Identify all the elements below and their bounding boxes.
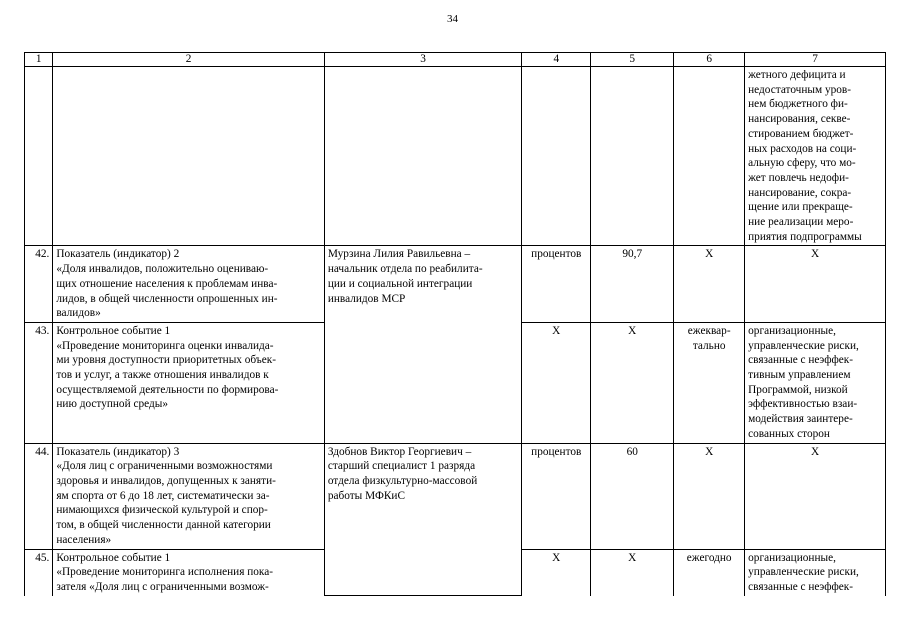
text-line: «Проведение мониторинга исполнения пока- bbox=[56, 566, 274, 579]
row-number: 44. bbox=[25, 443, 53, 549]
period-cell bbox=[674, 443, 745, 549]
text-line: тов и услуг, а также отношения инвалидов к bbox=[56, 369, 269, 382]
text-line: нансирования, секве- bbox=[748, 113, 851, 126]
text-line: ми уровня доступности приоритетных объек- bbox=[56, 354, 276, 367]
text-line: ежеквар- bbox=[687, 324, 731, 337]
text-line: Х bbox=[810, 445, 820, 458]
text-line: начальник отдела по реабилита- bbox=[327, 263, 483, 276]
row-number: 42. bbox=[25, 246, 53, 323]
text-line: том, в общей численности данной категории bbox=[56, 519, 271, 532]
column-number-header-row bbox=[25, 53, 886, 67]
text-line: щение или прекраще- bbox=[748, 201, 853, 214]
text-line: ных расходов на соци- bbox=[748, 142, 857, 155]
text-line: организационные, bbox=[748, 324, 836, 337]
text-line: валидов» bbox=[56, 307, 101, 320]
text-line: Показатель (индикатор) 3 bbox=[56, 445, 180, 458]
text-line: «Доля лиц с ограниченными возможностями bbox=[56, 460, 273, 473]
unit-cell: Х bbox=[522, 322, 591, 443]
text-line: сованных сторон bbox=[748, 427, 830, 440]
text-line: связанные с неэффек- bbox=[748, 354, 854, 367]
text-line: отдела физкультурно-массовой bbox=[327, 474, 478, 487]
text-line: эффективностью взаи- bbox=[748, 398, 858, 411]
text-line: здоровья и инвалидов, допущенных к заняти- bbox=[56, 474, 276, 487]
text-line: старший специалист 1 разряда bbox=[327, 460, 476, 473]
text-line: инвалидов МСР bbox=[327, 292, 406, 305]
text-line: тивным управлением bbox=[748, 369, 851, 382]
text-line: связанные с неэффек- bbox=[748, 580, 854, 593]
text-line: Х bbox=[705, 445, 714, 458]
page-number: 34 bbox=[447, 13, 458, 25]
responsible-cell bbox=[324, 443, 522, 596]
description-cell bbox=[53, 443, 324, 549]
text-line: ежегодно bbox=[686, 551, 732, 564]
period-cell bbox=[674, 322, 745, 443]
text-line: Х bbox=[705, 248, 714, 261]
unit-cell: процентов bbox=[522, 443, 591, 549]
description-cell bbox=[53, 322, 324, 443]
unit-cell: процентов bbox=[522, 246, 591, 323]
text-line: Показатель (индикатор) 2 bbox=[56, 248, 180, 261]
value-cell: 60 bbox=[591, 443, 674, 549]
text-line: лидов, в общей численности опрошенных ин- bbox=[56, 292, 278, 305]
text-line: нем бюджетного фи- bbox=[748, 98, 848, 111]
text-line: ции и социальной интеграции bbox=[327, 277, 473, 290]
text-line: альную сферу, что мо- bbox=[748, 157, 856, 170]
column-number: 1 bbox=[25, 53, 53, 67]
text-line: щих отношение населения к проблемам инва- bbox=[56, 277, 278, 290]
text-line: Здобнов Виктор Георгиевич – bbox=[327, 445, 472, 458]
text-line: модействия заинтере- bbox=[748, 413, 853, 426]
risk-cell bbox=[745, 246, 886, 323]
text-line: жетного дефицита и bbox=[748, 69, 846, 81]
text-line: Х bbox=[810, 248, 820, 261]
text-line: ние реализации меро- bbox=[748, 216, 854, 229]
column-number: 3 bbox=[324, 53, 522, 67]
risk-cell bbox=[745, 67, 886, 246]
value-cell: Х bbox=[591, 549, 674, 596]
table-row bbox=[25, 443, 886, 549]
column-number: 4 bbox=[522, 53, 591, 67]
text-line: «Доля инвалидов, положительно оцениваю- bbox=[56, 263, 269, 276]
text-line: стированием бюджет- bbox=[748, 127, 854, 140]
text-line: приятия подпрограммы bbox=[748, 230, 862, 243]
text-line: «Проведение мониторинга оценки инвалида- bbox=[56, 339, 274, 352]
description-cell bbox=[53, 246, 324, 323]
column-number: 2 bbox=[53, 53, 324, 67]
responsible-cell bbox=[324, 246, 522, 443]
text-line: ям спорта от 6 до 18 лет, систематически за- bbox=[56, 489, 270, 502]
text-line: Контрольное событие 1 bbox=[56, 551, 171, 564]
value-cell: Х bbox=[591, 322, 674, 443]
row-number: 45. bbox=[25, 549, 53, 596]
program-table bbox=[24, 52, 886, 596]
risk-cell bbox=[745, 443, 886, 549]
text-line: нимающихся физической культурой и спор- bbox=[56, 504, 268, 517]
text-line: тально bbox=[692, 339, 726, 352]
row-number: 43. bbox=[25, 322, 53, 443]
text-line: нансирование, сокра- bbox=[748, 186, 852, 199]
text-line: зателя «Доля лиц с ограниченными возмож- bbox=[56, 580, 269, 593]
text-line: осуществляемой деятельности по формирова- bbox=[56, 383, 279, 396]
text-line: нию доступной среды» bbox=[56, 398, 168, 411]
column-number: 6 bbox=[674, 53, 745, 67]
risk-cell bbox=[745, 322, 886, 443]
table-row bbox=[25, 246, 886, 323]
period-cell bbox=[674, 549, 745, 596]
text-line: Мурзина Лилия Равильевна – bbox=[327, 248, 471, 261]
text-line: работы МФКиС bbox=[327, 489, 406, 502]
text-line: управленческие риски, bbox=[748, 566, 859, 579]
text-line: Программой, низкой bbox=[748, 383, 848, 396]
text-line: Контрольное событие 1 bbox=[56, 324, 171, 337]
text-line: организационные, bbox=[748, 551, 836, 564]
continued-row bbox=[25, 67, 886, 246]
value-cell: 90,7 bbox=[591, 246, 674, 323]
column-number: 5 bbox=[591, 53, 674, 67]
period-cell bbox=[674, 246, 745, 323]
risk-cell bbox=[745, 549, 886, 596]
description-cell bbox=[53, 549, 324, 596]
text-line: недостаточным уров- bbox=[748, 83, 852, 96]
text-line: управленческие риски, bbox=[748, 339, 859, 352]
text-line: жет повлечь недофи- bbox=[748, 171, 849, 184]
column-number: 7 bbox=[745, 53, 886, 67]
text-line: населения» bbox=[56, 533, 112, 546]
unit-cell: Х bbox=[522, 549, 591, 596]
